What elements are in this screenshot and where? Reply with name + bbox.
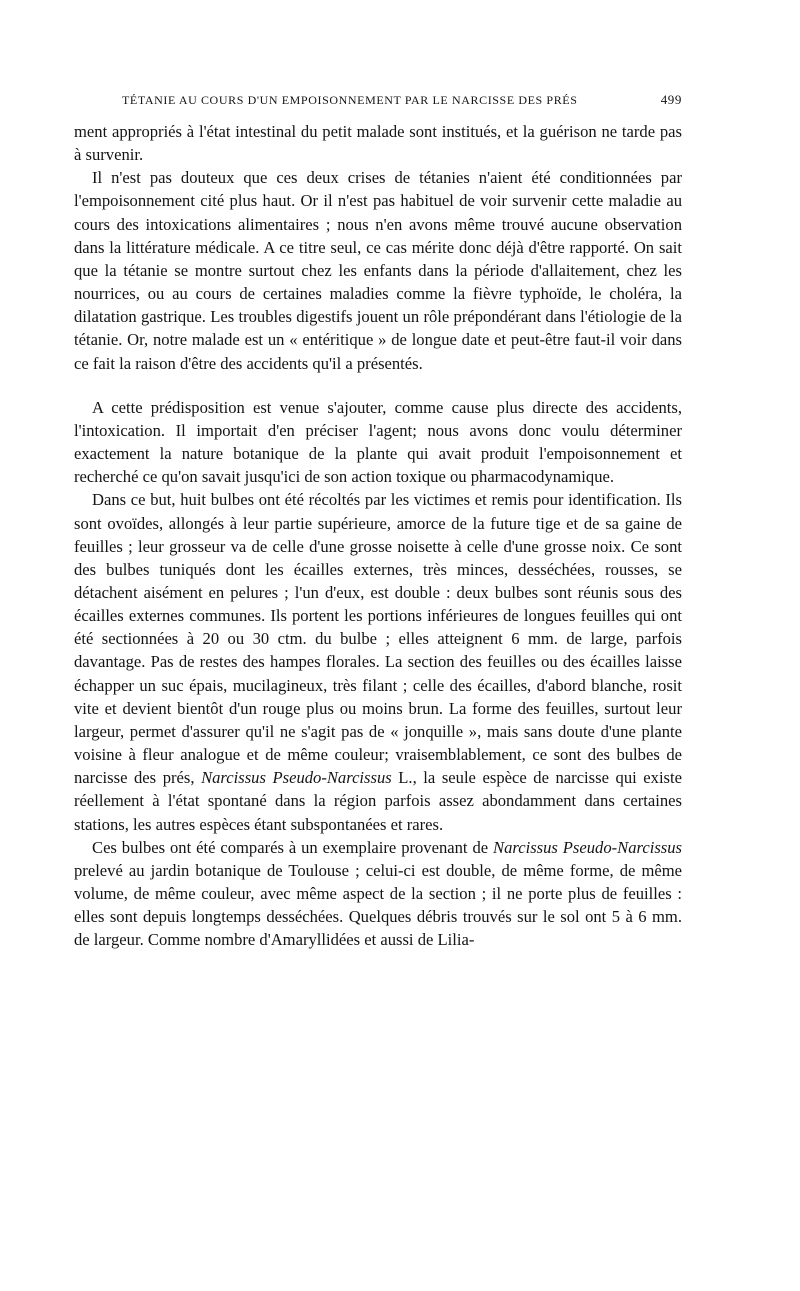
running-head-title: TÉTANIE AU COURS D'UN EMPOISONNEMENT PAR LE NARCISSE DES PRÉS — [122, 93, 578, 107]
paragraph-continuation: ment appropriés à l'état intestinal du petit malade sont institués, et la guérison ne tarde pas à survenir. — [74, 122, 682, 165]
section-break — [74, 375, 682, 396]
bulbes-text-before: Dans ce but, huit bulbes ont été récoltés par les victimes et remis pour identification. Ils sont ovoïdes, allongés à leur partie supérieure, amorce de la future tige et de sa gaine de feuilles ; leur grosseur va de celle d'une grosse noisette à celle d'une grosse noix. Ce sont des bulbes tuniqués dont les écailles externes, très minces, desséchées, rousses, se détachent aisément en pelures ; l'un d'eux, est double : deux bulbes sont réunis sous des écailles externes communes. Ils portent les portions inférieures de longues feuilles qui ont été sectionnées à 20 ou 30 ctm. du bulbe ; elles atteignent 6 mm. de large, parfois davantage. Pas de restes des hampes florales. La section des feuilles ou des écailles laisse échapper un suc épais, mucilagineux, très filant ; celle des écailles, d'abord blanche, rosit vite et devient bientôt d'un rouge plus ou moins brun. La forme des feuilles, surtout leur largeur, permet d'assurer qu'il ne s'agit pas de « jonquille », mais sans doute d'une plante voisine à fleur analogue et de même couleur; vraisemblablement, ce sont des bulbes de narcisse des prés, — [74, 490, 682, 788]
page-number: 499 — [660, 92, 682, 107]
comparaison-text-after: prelevé au jardin botanique de Toulouse ; celui-ci est double, de même forme, de même volume, de même couleur, avec même aspect de la section ; il ne porte plus de feuilles : elles sont depuis longtemps desséchées. Quelques débris trouvés sur le sol ont 5 à 6 mm. de largeur. Comme nombre d'Amaryllidées et aussi de Lilia- — [74, 860, 682, 950]
paragraph-tetanie: Il n'est pas douteux que ces deux crises de tétanies n'aient été conditionnées par l'empoisonnement cité plus haut. Or il n'est pas habituel de voir survenir cette maladie au cours des intoxications alimentaires ; nous n'en avons même trouvé aucune observation dans la littérature médicale. A ce titre seul, ce cas mérite donc déjà d'être rapporté. On sait que la tétanie se montre surtout chez les enfants dans la période d'allaitement, chez les nourrices, ou au cours de certaines maladies comme la fièvre typhoïde, le choléra, la dilatation gastrique. Les troubles digestifs jouent un rôle prépondérant dans l'étiologie de la tétanie. Or, notre malade est un « entéritique » de longue date et peut-être faut-il voir dans ce fait la raison d'être des accidents qu'il a présentés. — [74, 168, 682, 373]
running-head — [122, 92, 682, 108]
paragraph-bulbes — [74, 488, 682, 835]
bulbes-text-after: L., la seule espèce de narcisse qui existe réellement à l'état spontané dans la région parfois assez abondamment dans certaines stations, les autres espèces étant subspontanées et rares. — [74, 768, 682, 834]
species-name-italic: Narcissus Pseudo-Narcissus — [201, 768, 392, 788]
species-name-italic: Narcissus Pseudo-Narcissus — [493, 837, 682, 857]
paragraph-comparaison — [74, 836, 682, 952]
document-page — [74, 92, 682, 951]
comparaison-text-before: Ces bulbes ont été comparés à un exemplaire provenant de — [92, 837, 494, 857]
paragraph-predisposition: A cette prédisposition est venue s'ajouter, comme cause plus directe des accidents, l'intoxication. Il importait d'en préciser l'agent; nous avons donc voulu déterminer exactement la nature botanique de la plante qui avait produit l'empoisonnement et recherché ce qu'on savait jusqu'ici de son action toxique ou pharmacodynamique. — [74, 397, 682, 487]
